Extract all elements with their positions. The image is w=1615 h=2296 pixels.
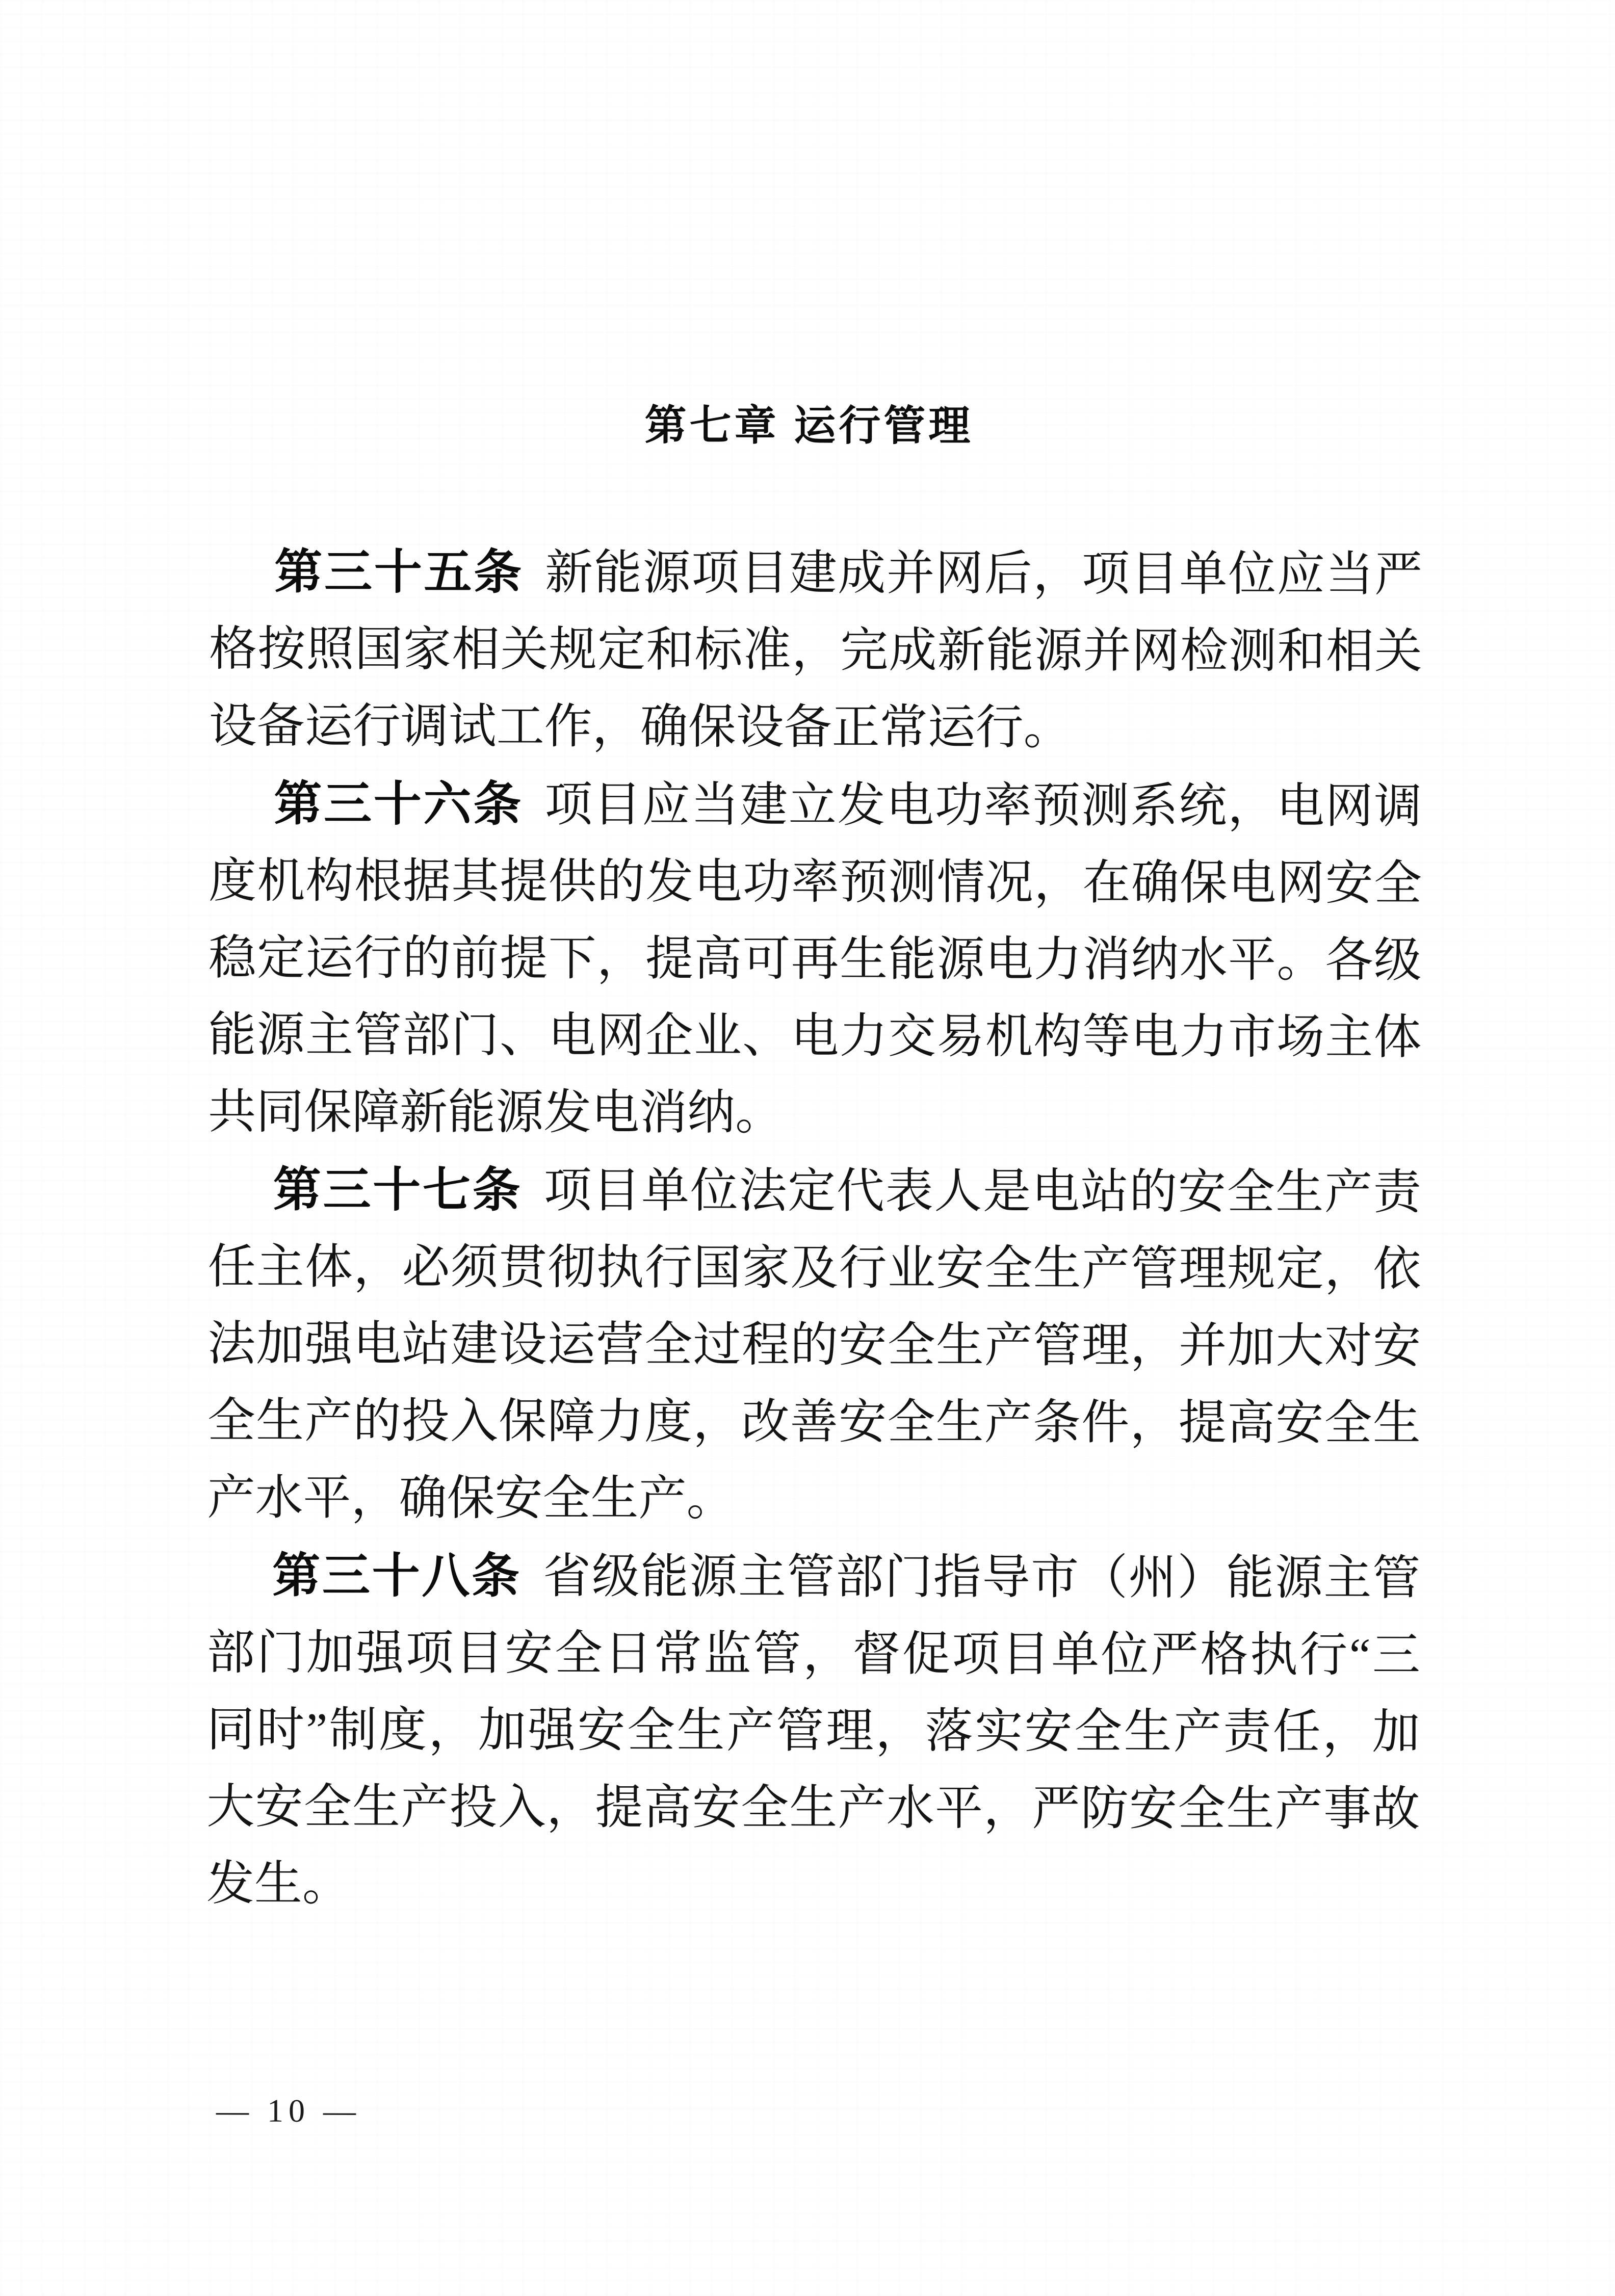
article-36-paragraph bbox=[208, 765, 1422, 1154]
article-36-number: 第三十六条 bbox=[274, 776, 524, 831]
document-body bbox=[206, 533, 1423, 1925]
article-35-text: 新能源项目建成并网后，项目单位应当严格按照国家相关规定和标准，完成新能源并网检测和相关设备运行调试工作，确保设备正常运行。 bbox=[209, 546, 1423, 755]
article-35-paragraph bbox=[209, 533, 1423, 768]
chapter-title: 第七章 运行管理 bbox=[644, 402, 974, 450]
article-38-text: 省级能源主管部门指导市（州）能源主管部门加强项目安全日常监管，督促项目单位严格执行“三同时”制度，加强安全生产管理，落实安全生产责任，加大安全生产投入，提高安全生产水平，严防安全生产事故发生。 bbox=[206, 1550, 1421, 1911]
article-38-number: 第三十八条 bbox=[272, 1548, 522, 1603]
article-37-number: 第三十七条 bbox=[273, 1162, 523, 1217]
article-36-text: 项目应当建立发电功率预测系统，电网调度机构根据其提供的发电功率预测情况，在确保电网安全稳定运行的前提下，提高可再生能源电力消纳水平。各级能源主管部门、电网企业、电力交易机构等电力市场主体共同保障新能源发电消纳。 bbox=[208, 778, 1422, 1140]
article-35-number: 第三十五条 bbox=[274, 544, 524, 599]
article-37-paragraph bbox=[207, 1151, 1421, 1540]
page-number: — 10 — bbox=[216, 2092, 361, 2129]
article-37-text: 项目单位法定代表人是电站的安全生产责任主体，必须贯彻执行国家及行业安全生产管理规定，依法加强电站建设运营全过程的安全生产管理，并加大对安全生产的投入保障力度，改善安全生产条件，提高安全生产水平，确保安全生产。 bbox=[207, 1164, 1421, 1526]
article-38-paragraph bbox=[206, 1537, 1421, 1925]
